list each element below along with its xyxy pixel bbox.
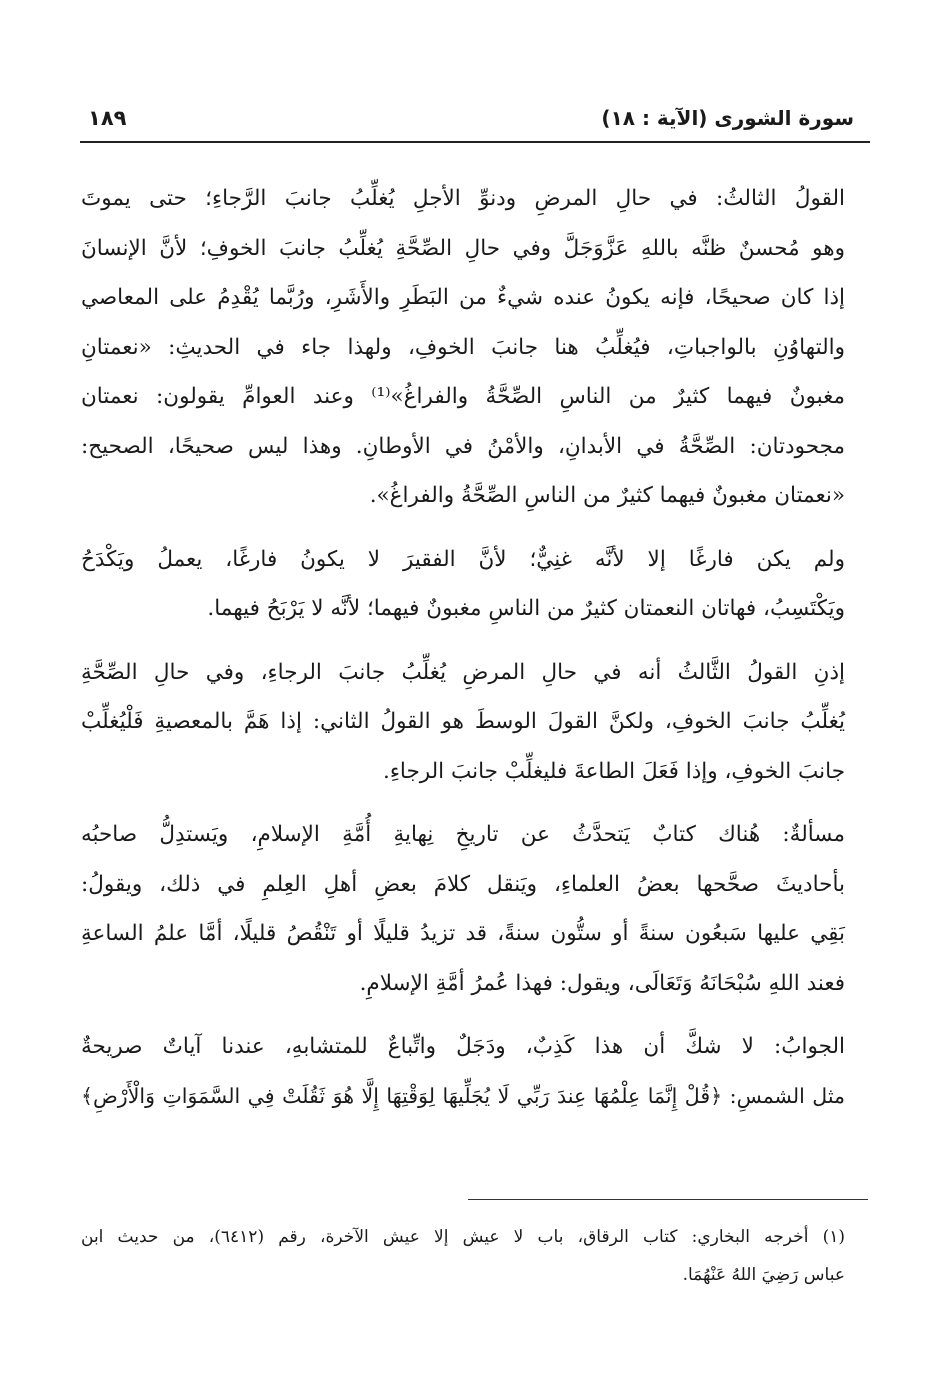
- text-line: مسألةٌ: هُناك كتابٌ يَتحدَّثُ عن تاريخِ نِهايةِ أُمَّةِ الإسلامِ، ويَستدِلُّ صاحبُه: [81, 822, 845, 847]
- footnote-line: (١) أخرجه البخاري: كتاب الرقاق، باب لا عيش إلا عيش الآخرة، رقم (٦٤١٢)، من حديث ابن: [81, 1227, 845, 1247]
- text-line: ويَكْتَسِبُ، فهاتان النعمتان كثيرٌ من الناسِ مغبونٌ فيهما؛ لأنَّه لا يَرْبَحُ فيهما.: [207, 596, 845, 621]
- text-line: مثل الشمسِ: ﴿قُلْ إِنَّمَا عِلْمُهَا عِندَ رَبِّي لَا يُجَلِّيهَا لِوَقْتِهَا إِلَّا هُوَ ثَقُلَتْ فِي السَّمَوَاتِ وَالْأَرْضِ﴾: [81, 1083, 845, 1108]
- page-header: [88, 104, 856, 138]
- paragraph-poor-rich: [81, 535, 845, 634]
- running-title: سورة الشورى (الآية : ١٨): [601, 106, 854, 130]
- text-line: مجحودتان: الصِّحَّةُ في الأبدانِ، والأمْنُ في الأوطانِ. وهذا ليس صحيحًا، الصحيح:: [81, 433, 845, 459]
- text-line: فعند اللهِ سُبْحَانَهُ وَتَعَالَى، ويقول: فهذا عُمرُ أمَّةِ الإسلامِ.: [359, 970, 845, 996]
- footnote-divider: [468, 1199, 868, 1200]
- text-line: الجوابُ: لا شكَّ أن هذا كَذِبٌ، ودَجَلٌ واتِّباعٌ للمتشابهِ، عندنا آياتٌ صريحةٌ: [81, 1034, 845, 1059]
- text-line: والتهاوُنِ بالواجباتِ، فيُغلِّبُ هنا جانبَ الخوفِ، ولهذا جاء في الحديثِ: «نعمتانِ: [81, 334, 845, 360]
- text-line: إذنِ القولُ الثَّالثُ أنه في حالِ المرضِ يُغلِّبُ جانبَ الرجاءِ، وفي حالِ الصِّحَّةِ: [81, 659, 845, 685]
- text-line: القولُ الثالثُ: في حالِ المرضِ ودنوِّ الأجلِ يُغلِّبُ جانبَ الرَّجاءِ؛ حتى يموتَ: [81, 186, 845, 211]
- text-line: ولم يكن فارغًا إلا لأنَّه غنِيٌّ؛ لأنَّ الفقيرَ لا يكونُ فارغًا، يعملُ ويَكْدَحُ: [81, 546, 845, 572]
- text-line: مغبونٌ فيهما كثيرٌ من الناسِ الصِّحَّةُ والفراغُ»⁽¹⁾ وعند العوامِّ يقولون: نعمتان: [81, 384, 846, 409]
- paragraph-conclusion: [81, 648, 845, 797]
- header-divider: [80, 141, 870, 143]
- footnote: [81, 1218, 845, 1294]
- text-line: بَقِي عليها سَبعُون سنةً أو ستُّون سنةً، قد تزيدُ قليلًا أو تَنْقُصُ قليلًا، أمَّا علمُ الساعةِ: [81, 921, 845, 946]
- text-line: بأحاديثَ صحَّحها بعضُ العلماءِ، ويَنقل كلامَ بعضِ أهلِ العِلمِ في ذلك، ويقولُ:: [81, 871, 845, 897]
- main-text: [81, 174, 845, 1135]
- paragraph-third-opinion: [81, 174, 845, 521]
- page-number: ١٨٩: [88, 106, 127, 130]
- paragraph-answer: [81, 1022, 845, 1121]
- text-line: إذا كان صحيحًا، فإنه يكونُ عنده شيءٌ من البَطَرِ والأَشَرِ، ورُبَّما يُقْدِمُ على المعاصي: [81, 285, 845, 310]
- text-line: وهو مُحسنٌ ظنَّه باللهِ عَزَّوَجَلَّ وفي حالِ الصِّحَّةِ يُغلِّبُ جانبَ الخوفِ؛ لأنَّ الإنسانَ: [81, 235, 845, 261]
- text-line: يُغلِّبُ جانبَ الخوفِ، ولكنَّ القولَ الوسطَ هو القولُ الثاني: إذا هَمَّ بالمعصيةِ فَلْيُغلِّبْ: [81, 709, 845, 734]
- text-line: «نعمتان مغبونٌ فيهما كثيرٌ من الناسِ الصِّحَّةُ والفراغُ».: [369, 483, 845, 508]
- paragraph-question: [81, 810, 845, 1008]
- text-line: جانبَ الخوفِ، وإذا فَعَلَ الطاعةَ فليغلِّبْ جانبَ الرجاءِ.: [382, 758, 845, 784]
- footnote-line: عباس رَضِيَ اللهُ عَنْهُمَا.: [682, 1265, 845, 1285]
